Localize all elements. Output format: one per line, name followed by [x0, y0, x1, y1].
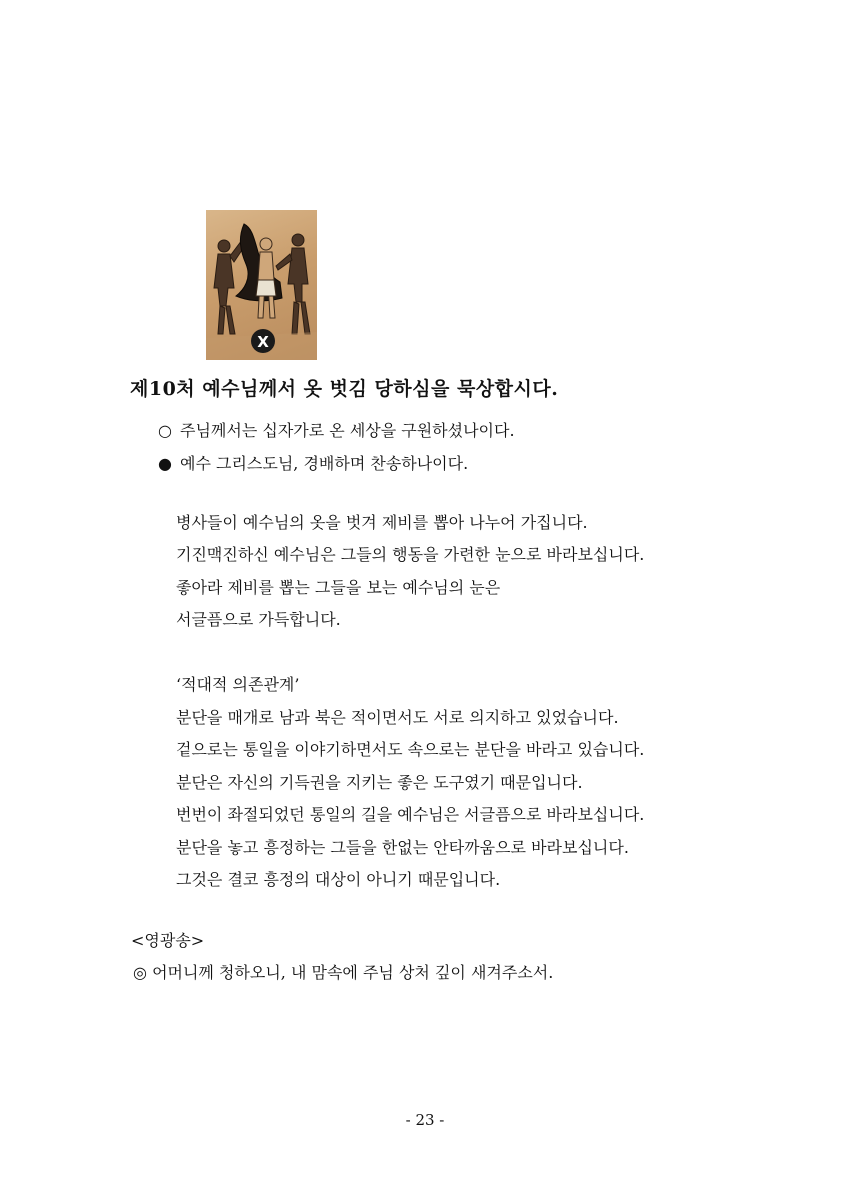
meditation-1-line-1: 병사들이 예수님의 옷을 벗겨 제비를 뽑아 나누어 가집니다. — [176, 513, 588, 532]
meditation-2-line-4: 번번이 좌절되었던 통일의 길을 예수님은 서글픔으로 바라보십니다. — [176, 805, 645, 824]
stripping-of-garments-illustration — [206, 210, 317, 360]
meditation-1-line-4: 서글픔으로 가득합니다. — [176, 610, 341, 629]
doxology-label: <영광송> — [131, 931, 205, 950]
meditation-2-heading: ‘적대적 의존관계’ — [176, 675, 300, 694]
meditation-2-line-2: 겉으로는 통일을 이야기하면서도 속으로는 분단을 바라고 있습니다. — [176, 740, 645, 759]
station-title: 제10처 예수님께서 옷 벗김 당하심을 묵상합시다. — [130, 378, 559, 400]
meditation-2-line-6: 그것은 결코 흥정의 대상이 아니기 때문입니다. — [176, 870, 501, 889]
filled-circle-icon: ● — [158, 454, 172, 473]
meditation-1-line-3: 좋아라 제비를 뽑는 그들을 보는 예수님의 눈은 — [176, 578, 501, 597]
response-line-2 — [158, 451, 468, 474]
response-line-1 — [158, 418, 515, 441]
roman-numeral-label: X — [257, 333, 269, 351]
meditation-2-line-5: 분단을 놓고 흥정하는 그들을 한없는 안타까움으로 바라보십니다. — [176, 838, 629, 857]
page-number: - 23 - — [405, 1111, 445, 1129]
response-text-2: 예수 그리스도님, 경배하며 찬송하나이다. — [180, 454, 469, 473]
doxology-line — [133, 960, 553, 983]
hollow-circle-icon: ○ — [158, 421, 172, 440]
doxology-text: 어머니께 청하오니, 내 맘속에 주님 상처 깊이 새겨주소서. — [152, 963, 554, 982]
meditation-2-line-3: 분단은 자신의 기득권을 지키는 좋은 도구였기 때문입니다. — [176, 773, 583, 792]
meditation-1-line-2: 기진맥진하신 예수님은 그들의 행동을 가련한 눈으로 바라보십니다. — [176, 545, 645, 564]
response-text-1: 주님께서는 십자가로 온 세상을 구원하셨나이다. — [180, 421, 515, 440]
meditation-2-line-1: 분단을 매개로 남과 북은 적이면서도 서로 의지하고 있었습니다. — [176, 708, 619, 727]
double-circle-icon: ◎ — [133, 963, 147, 982]
station-illustration — [206, 210, 317, 360]
